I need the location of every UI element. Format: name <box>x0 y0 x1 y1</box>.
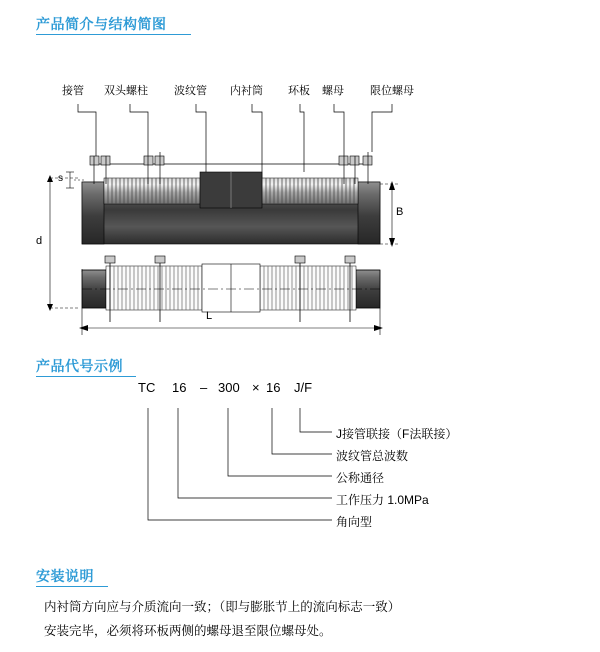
section-underline-product-code <box>36 376 136 377</box>
label-liner-tube: 内衬筒 <box>230 85 263 97</box>
code-part-waves: 16 <box>266 380 281 395</box>
code-desc-waves: 波纹管总波数 <box>336 449 409 463</box>
code-part-pressure: 16 <box>172 380 187 395</box>
section-title-structure: 产品简介与结构简图 <box>36 16 167 32</box>
structure-diagram-svg <box>0 60 600 340</box>
code-part-diameter: 300 <box>218 380 240 395</box>
code-desc-joint: J接管联接（F法联接） <box>336 427 458 441</box>
section-underline-installation <box>36 586 108 587</box>
label-ring-plate: 环板 <box>288 85 310 97</box>
code-part-type: TC <box>138 380 156 395</box>
code-part-times: × <box>252 380 260 395</box>
label-limit-nut: 限位螺母 <box>370 85 414 97</box>
code-part-dash: – <box>200 380 208 395</box>
dimension-label-d: d <box>36 235 43 247</box>
label-double-end-stud: 双头螺柱 <box>104 85 148 97</box>
dimension-label-L: L <box>206 310 213 322</box>
label-nut: 螺母 <box>322 85 344 97</box>
installation-notes <box>44 598 564 646</box>
installation-note-2: 安装完毕，必须将环板两侧的螺母退至限位螺母处。 <box>44 624 332 638</box>
code-part-joint: J/F <box>294 380 313 395</box>
dimension-label-s: s <box>58 173 63 184</box>
label-bellows: 波纹管 <box>174 85 207 97</box>
section-title-product-code: 产品代号示例 <box>36 358 123 374</box>
section-underline-structure <box>36 34 191 35</box>
code-desc-pressure: 工作压力 1.0MPa <box>336 493 429 507</box>
section-title-installation: 安装说明 <box>36 568 94 584</box>
product-code-diagram <box>0 380 600 550</box>
installation-note-1: 内衬筒方向应与介质流向一致；（即与膨胀节上的流向标志一致） <box>44 600 401 614</box>
structure-diagram <box>0 60 600 340</box>
code-desc-type: 角向型 <box>336 515 373 529</box>
code-desc-diameter: 公称通径 <box>336 471 385 485</box>
label-pipe-connector: 接管 <box>62 85 84 97</box>
dimension-label-B: B <box>396 206 404 218</box>
product-code-leader-lines <box>0 380 600 550</box>
